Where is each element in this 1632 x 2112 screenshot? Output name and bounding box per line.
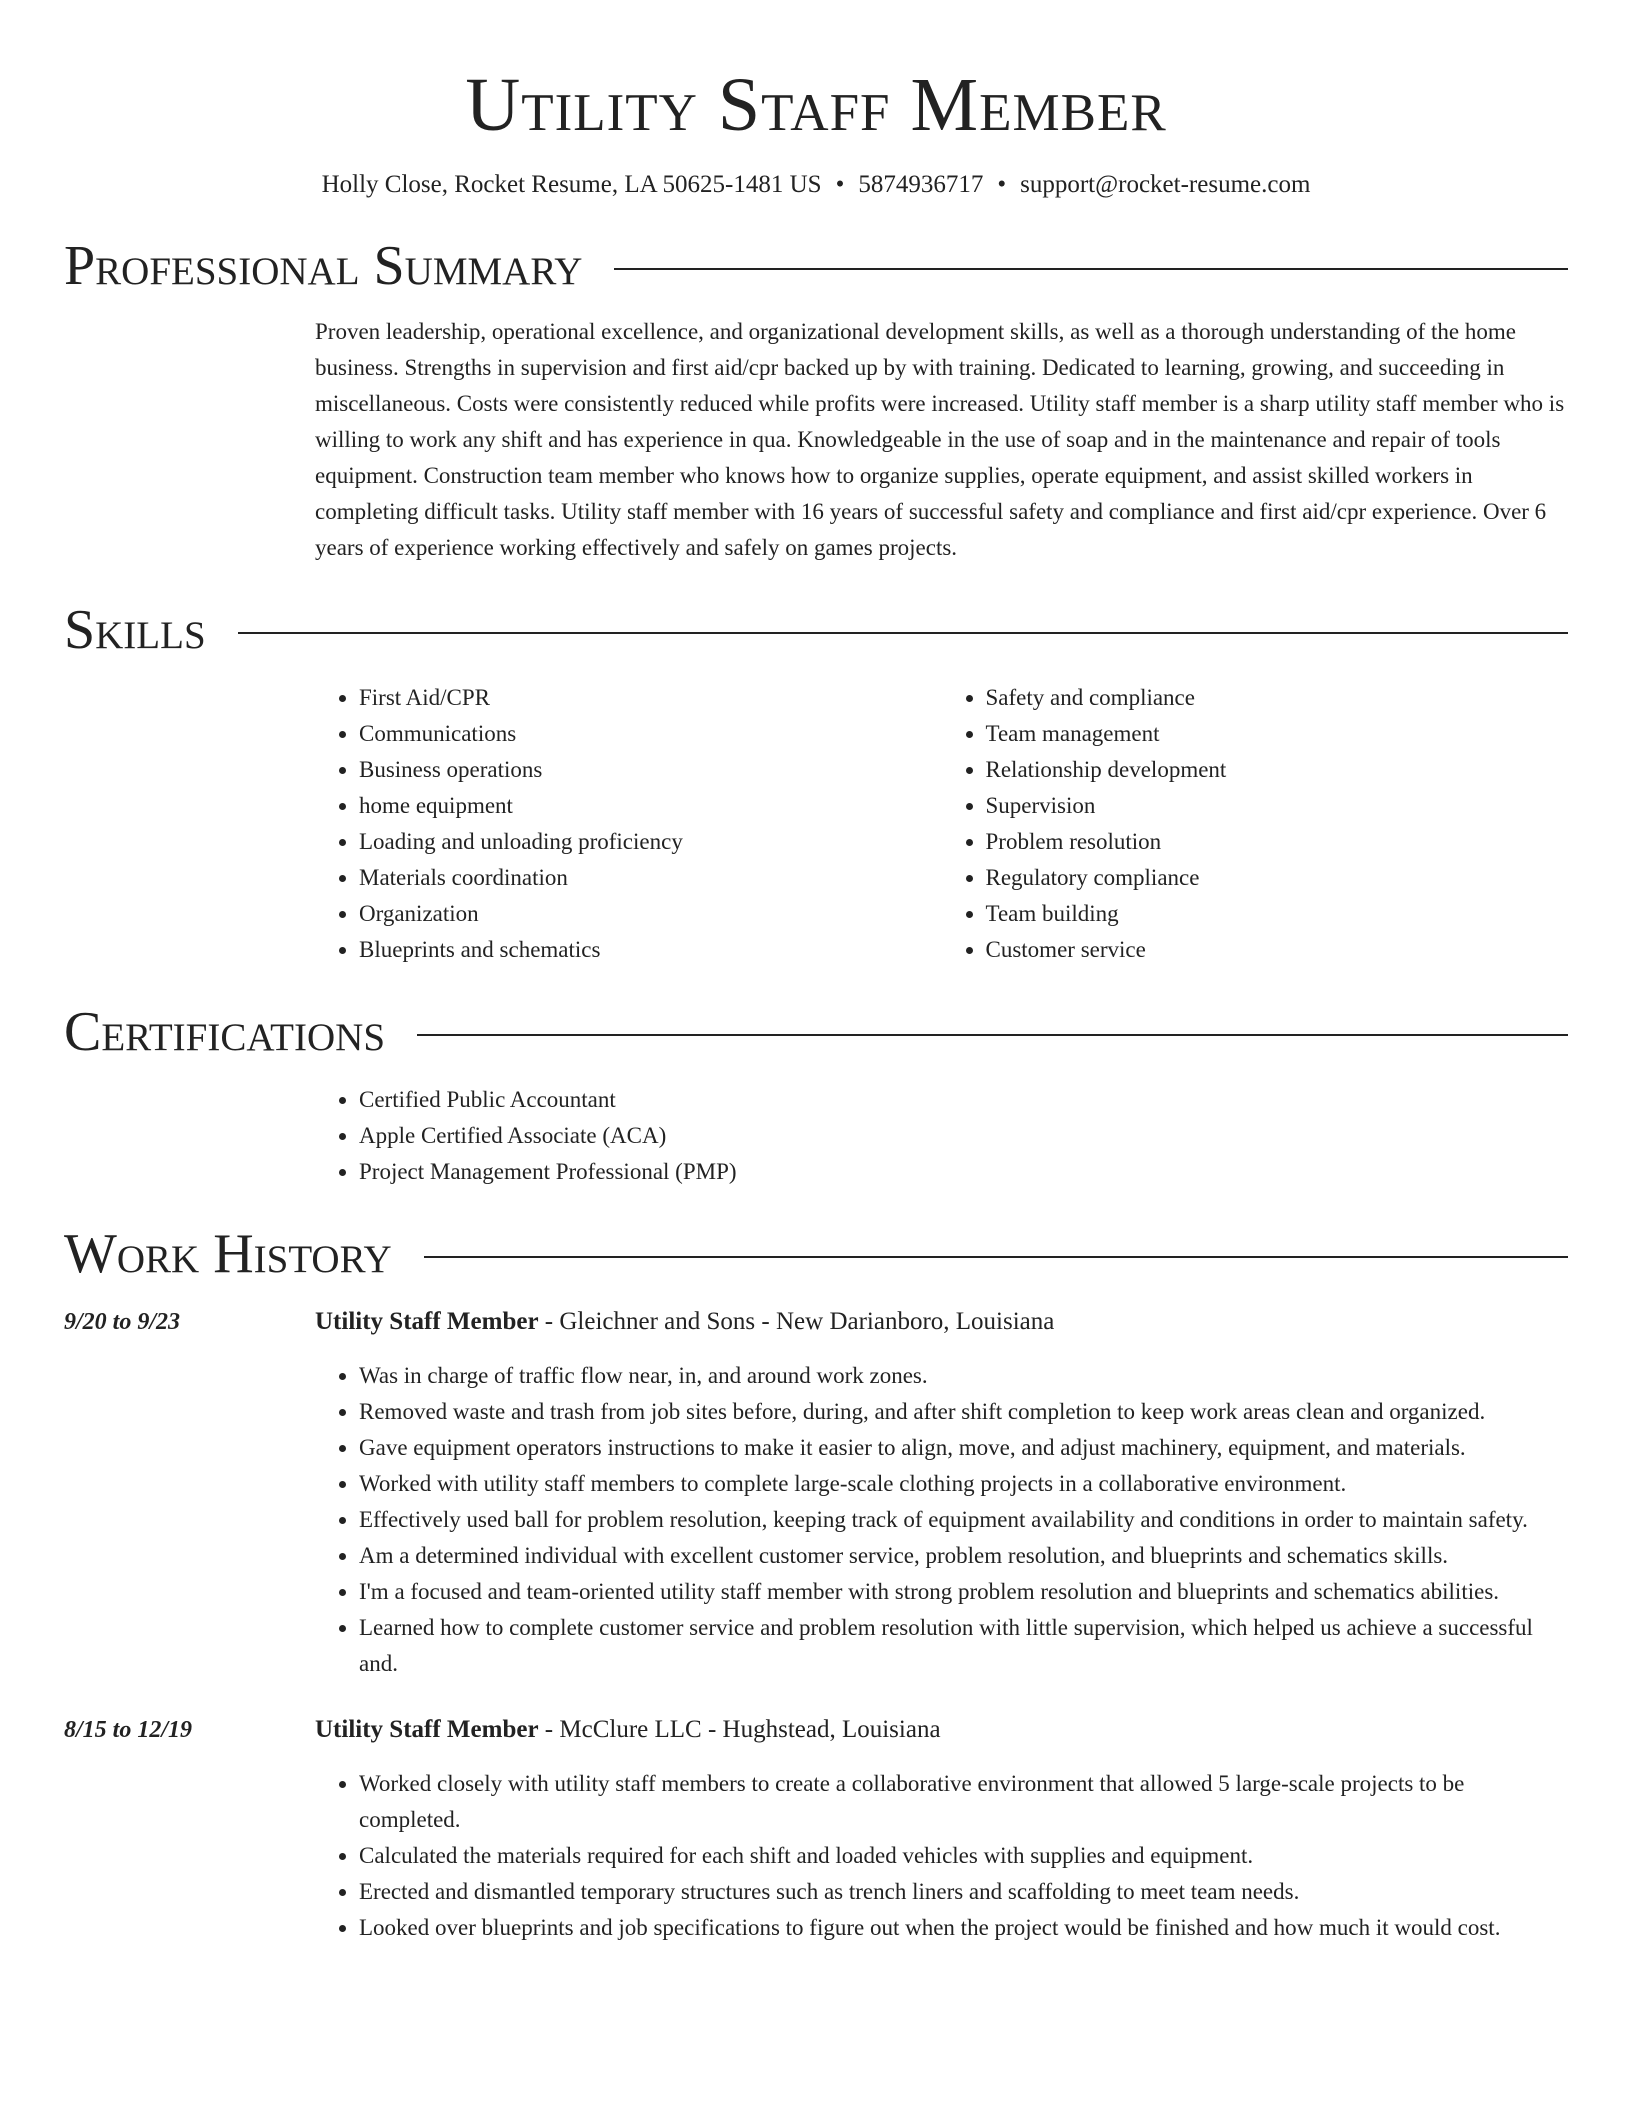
resume-page	[64, 0, 1568, 1946]
candidate-name: Utility Staff Member	[465, 63, 1167, 147]
job-bullet: • Calculated the materials required for each shift and loaded vehicles with supplies and equipment.	[359, 1838, 1568, 1874]
summary-text: Proven leadership, operational excellence, and organizational development skills, as well as a thorough understanding of the home business. Strengths in supervision and first aid/cpr backed up by with training. Dedicated to learning, growing, and succeeding in miscellaneous. Costs were consistently reduced while profits were increased. Utility staff member is a sharp utility staff member who is willing to work any shift and has experience in qua. Knowledgeable in the use of soap and in the maintenance and repair of tools equipment. Construction team member who knows how to organize supplies, operate equipment, and assist skilled workers in completing difficult tasks. Utility staff member with 16 years of successful safety and compliance and first aid/cpr experience. Over 6 years of experience working effectively and safely on games projects.	[315, 319, 1565, 560]
contact-address: Holly Close, Rocket Resume, LA 50625-1481 US	[321, 171, 822, 198]
job-bullet: • Gave equipment operators instructions to make it easier to align, move, and adjust machinery, equipment, and materials.	[359, 1430, 1568, 1466]
certifications-section-header	[64, 1000, 1568, 1064]
skill-item: • home equipment	[359, 788, 942, 824]
skill-item: • Blueprints and schematics	[359, 932, 942, 968]
section-divider	[238, 632, 1568, 634]
contact-line	[64, 168, 1568, 202]
section-divider	[614, 268, 1568, 270]
job-heading	[315, 1712, 1568, 1748]
job-entry	[64, 1304, 1568, 1682]
skill-item: • Communications	[359, 716, 942, 752]
summary-section-title: Professional Summary	[64, 235, 583, 297]
skill-item: • Customer service	[986, 932, 1569, 968]
certification-item: • Certified Public Accountant	[359, 1082, 1568, 1118]
job-bullet: • I'm a focused and team-oriented utility staff member with strong problem resolution and blueprints and schematics abilities.	[359, 1574, 1568, 1610]
certification-item: • Project Management Professional (PMP)	[359, 1154, 1568, 1190]
skills-list	[315, 680, 1568, 968]
certifications-bullets	[315, 1082, 1568, 1190]
certification-item: • Apple Certified Associate (ACA)	[359, 1118, 1568, 1154]
skill-item: • Materials coordination	[359, 860, 942, 896]
job-bullet: • Removed waste and trash from job sites before, during, and after shift completion to keep work areas clean and organized.	[359, 1394, 1568, 1430]
skill-item: • Business operations	[359, 752, 942, 788]
skill-item: • Safety and compliance	[986, 680, 1569, 716]
skills-section-header	[64, 598, 1568, 662]
skills-section-title: Skills	[64, 599, 206, 661]
job-dates: 8/15 to 12/19	[64, 1717, 193, 1743]
job-bullet: • Looked over blueprints and job specifications to figure out when the project would be finished and how much it would cost.	[359, 1910, 1568, 1946]
summary-section-header	[64, 234, 1568, 298]
job-title: Utility Staff Member	[315, 1308, 539, 1335]
job-bullet: • Am a determined individual with excellent customer service, problem resolution, and blueprints and schematics skills.	[359, 1538, 1568, 1574]
job-bullet: • Learned how to complete customer service and problem resolution with little supervision, which helped us achieve a successful and.	[359, 1610, 1568, 1682]
job-bullet: • Effectively used ball for problem resolution, keeping track of equipment availability and conditions in order to maintain safety.	[359, 1502, 1568, 1538]
job-title: Utility Staff Member	[315, 1716, 539, 1743]
job-responsibilities	[315, 1766, 1568, 1946]
skill-item: • Regulatory compliance	[986, 860, 1569, 896]
job-responsibilities	[315, 1358, 1568, 1682]
job-body	[315, 1304, 1568, 1682]
skill-item: • Supervision	[986, 788, 1569, 824]
skills-column-left	[315, 680, 942, 968]
job-dates: 9/20 to 9/23	[64, 1309, 181, 1335]
job-heading	[315, 1304, 1568, 1340]
skill-item: • Team management	[986, 716, 1569, 752]
skill-item: • Relationship development	[986, 752, 1569, 788]
job-bullet: • Was in charge of traffic flow near, in, and around work zones.	[359, 1358, 1568, 1394]
contact-separator: •	[997, 171, 1007, 198]
job-bullet: • Worked closely with utility staff members to create a collaborative environment that allowed 5 large-scale projects to be completed.	[359, 1766, 1568, 1838]
contact-separator: •	[835, 171, 845, 198]
work-history-section-header	[64, 1222, 1568, 1286]
skills-column-right	[942, 680, 1569, 968]
job-company-location: - McClure LLC - Hughstead, Louisiana	[538, 1716, 941, 1743]
skill-item: • Organization	[359, 896, 942, 932]
skill-item: • Loading and unloading proficiency	[359, 824, 942, 860]
skill-item: • First Aid/CPR	[359, 680, 942, 716]
job-body	[315, 1712, 1568, 1946]
job-entry	[64, 1712, 1568, 1946]
section-divider	[417, 1034, 1568, 1036]
skill-item: • Problem resolution	[986, 824, 1569, 860]
certifications-list	[315, 1082, 1568, 1190]
certifications-section-title: Certifications	[64, 1001, 386, 1063]
section-divider	[424, 1256, 1568, 1258]
work-history-section-title: Work History	[64, 1223, 392, 1285]
skill-item: • Team building	[986, 896, 1569, 932]
job-bullet: • Erected and dismantled temporary structures such as trench liners and scaffolding to meet team needs.	[359, 1874, 1568, 1910]
contact-phone: 5874936717	[858, 171, 984, 198]
job-company-location: - Gleichner and Sons - New Darianboro, Louisiana	[538, 1308, 1055, 1335]
contact-email: support@rocket-resume.com	[1020, 171, 1311, 198]
job-bullet: • Worked with utility staff members to complete large-scale clothing projects in a collaborative environment.	[359, 1466, 1568, 1502]
